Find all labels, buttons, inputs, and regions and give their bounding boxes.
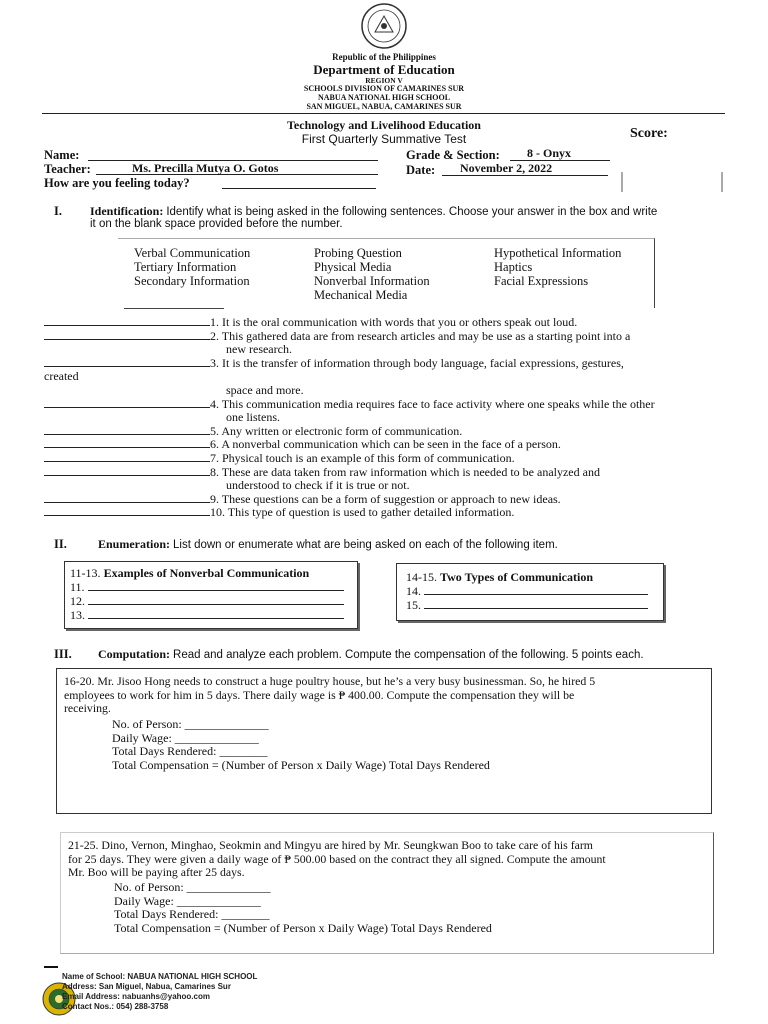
box1-answers: 11. 12. 13. bbox=[70, 580, 344, 622]
footer-dash bbox=[44, 966, 58, 968]
choices-col1 bbox=[134, 246, 250, 288]
answer-blank-9[interactable] bbox=[44, 493, 210, 503]
header-rule bbox=[42, 113, 725, 114]
wage-field-2[interactable]: Daily Wage: ______________ bbox=[114, 893, 261, 908]
part3-numeral: III. bbox=[54, 647, 72, 661]
box1-title: 11-13. Examples of Nonverbal Communication bbox=[70, 566, 310, 580]
answer-blank-15[interactable] bbox=[424, 599, 648, 609]
part2-instructions bbox=[98, 537, 558, 552]
department-line: Department of Education bbox=[313, 62, 455, 77]
name-field[interactable] bbox=[88, 150, 378, 161]
choice-item: Probing Question bbox=[314, 246, 402, 260]
persons-field-2[interactable]: No. of Person: ______________ bbox=[114, 880, 271, 894]
question-item-3-wrap: created bbox=[44, 369, 79, 384]
problem-2-fields bbox=[114, 881, 492, 935]
feeling-field[interactable] bbox=[222, 178, 376, 189]
formula-1: Total Compensation = (Number of Person x Daily Wage) Total Days Rendered bbox=[112, 757, 490, 772]
part1-instructions-b: it on the blank space provided before the number. bbox=[90, 218, 343, 230]
subject-title: Technology and Livelihood Education bbox=[287, 118, 481, 132]
address-line: SAN MIGUEL, NABUA, CAMARINES SUR bbox=[306, 102, 462, 111]
part2-numeral: II. bbox=[54, 537, 67, 551]
choice-item: Tertiary Information bbox=[134, 260, 237, 274]
question-item-2: 2. This gathered data are from research articles and may be use as a starting point into a bbox=[44, 330, 728, 344]
choice-item: Verbal Communication bbox=[134, 246, 251, 260]
answer-blank-7[interactable] bbox=[44, 452, 210, 462]
score-box-corner bbox=[618, 170, 728, 194]
score-label: Score: bbox=[630, 126, 668, 141]
choices-col2 bbox=[314, 246, 430, 302]
days-field-2[interactable]: Total Days Rendered: ________ bbox=[114, 907, 270, 921]
part2-heading: Enumeration: bbox=[98, 537, 170, 551]
answer-blank-10[interactable] bbox=[44, 506, 210, 516]
answer-blank-13[interactable] bbox=[88, 609, 344, 619]
footer-school: Name of School: NABUA NATIONAL HIGH SCHOOL bbox=[62, 972, 258, 981]
question-item-6: 6. A nonverbal communication which can be seen in the face of a person. bbox=[44, 438, 728, 452]
question-item-9: 9. These questions can be a form of suggestion or approach to new ideas. bbox=[44, 493, 728, 507]
footer-contact: Contact Nos.: 054) 288-3758 bbox=[62, 1002, 169, 1011]
choices-col3 bbox=[494, 246, 621, 288]
grade-section-value: 8 - Onyx bbox=[527, 146, 572, 160]
teacher-value: Ms. Precilla Mutya O. Gotos bbox=[132, 161, 279, 175]
feeling-label: How are you feeling today? bbox=[44, 176, 190, 190]
answer-blank-4[interactable] bbox=[44, 398, 210, 408]
question-item-7: 7. Physical touch is an example of this form of communication. bbox=[44, 452, 728, 466]
part1-instructions-a: Identify what is being asked in the following sentences. Choose your answer in the box and write bbox=[166, 206, 658, 218]
question-item-8-cont: understood to check if it is true or not. bbox=[226, 478, 410, 493]
box2-answers: 14. 15. bbox=[406, 584, 648, 612]
answer-blank-11[interactable] bbox=[88, 581, 344, 591]
choice-item: Nonverbal Information bbox=[314, 274, 430, 288]
deped-seal-logo bbox=[355, 2, 413, 50]
choice-item: Secondary Information bbox=[134, 274, 250, 288]
part3-instructions bbox=[98, 647, 644, 662]
school-line: NABUA NATIONAL HIGH SCHOOL bbox=[317, 93, 451, 102]
choice-item: Facial Expressions bbox=[494, 274, 589, 288]
wage-field-1[interactable]: Daily Wage: ______________ bbox=[112, 730, 259, 745]
days-field-1[interactable]: Total Days Rendered: ________ bbox=[112, 744, 268, 758]
footer-info bbox=[62, 972, 257, 1012]
question-item-1: 1. It is the oral communication with words that you or others speak out loud. bbox=[44, 316, 728, 330]
part1-heading: Identification: bbox=[90, 204, 164, 218]
republic-line: Republic of the Philippines bbox=[332, 52, 436, 62]
question-item-4-cont: one listens. bbox=[226, 410, 280, 425]
footer-address: Address: San Miguel, Nabua, Camarines Sur bbox=[62, 982, 231, 991]
region-line: REGION V bbox=[365, 76, 403, 85]
choice-item: Mechanical Media bbox=[314, 288, 408, 302]
answer-blank-12[interactable] bbox=[88, 595, 344, 605]
name-label: Name: bbox=[44, 148, 80, 162]
box2-title: 14-15. Two Types of Communication bbox=[406, 570, 594, 584]
choice-item: Physical Media bbox=[314, 260, 392, 274]
problem-2: 21-25. Dino, Vernon, Minghao, Seokmin and Mingyu are hired by Mr. Seungkwan Boo to take care of his farm for 25 days. They were given a daily wage of ₱ 500.00 based on the contract they all signed. Compute the amount Mr. Boo will be paying after 25 days. bbox=[68, 838, 606, 879]
answer-blank-2[interactable] bbox=[44, 330, 210, 340]
part1-numeral: I. bbox=[54, 204, 62, 218]
persons-field-1[interactable]: No. of Person: ______________ bbox=[112, 717, 269, 731]
teacher-label: Teacher: bbox=[44, 162, 91, 176]
choice-item: Haptics bbox=[494, 260, 533, 274]
identification-items bbox=[44, 316, 728, 520]
question-item-3: 3. It is the transfer of information through body language, facial expressions, gestures, bbox=[44, 357, 728, 371]
problem-1-fields bbox=[112, 718, 490, 772]
division-line: SCHOOLS DIVISION OF CAMARINES SUR bbox=[303, 84, 465, 93]
grade-section-label: Grade & Section: bbox=[406, 148, 500, 162]
question-item-3-cont: space and more. bbox=[226, 382, 304, 397]
part1-instructions bbox=[90, 204, 657, 219]
answer-blank-5[interactable] bbox=[44, 425, 210, 435]
answer-blank-14[interactable] bbox=[424, 585, 648, 595]
date-value: November 2, 2022 bbox=[460, 161, 553, 175]
choice-item: Hypothetical Information bbox=[494, 246, 622, 260]
choices-box-corner bbox=[124, 308, 224, 309]
test-title: First Quarterly Summative Test bbox=[301, 132, 467, 146]
formula-2: Total Compensation = (Number of Person x Daily Wage) Total Days Rendered bbox=[114, 920, 492, 935]
question-item-10: 10. This type of question is used to gather detailed information. bbox=[44, 506, 728, 520]
part3-instructions-text: Read and analyze each problem. Compute the compensation of the following. 5 points each. bbox=[173, 649, 644, 661]
question-item-4: 4. This communication media requires face to face activity where one speaks while the other bbox=[44, 398, 728, 412]
problem-1: 16-20. Mr. Jisoo Hong needs to construct a huge poultry house, but he’s a very busy businessman. So, he hired 5 employees to work for him in 5 days. There daily wage is ₱ 400.00. Compute the compensation they will be receiving. bbox=[64, 674, 596, 715]
question-item-5: 5. Any written or electronic form of communication. bbox=[44, 425, 728, 439]
question-item-8: 8. These are data taken from raw information which is needed to be analyzed and bbox=[44, 466, 728, 480]
answer-blank-8[interactable] bbox=[44, 466, 210, 476]
answer-blank-6[interactable] bbox=[44, 438, 210, 448]
answer-blank-1[interactable] bbox=[44, 316, 210, 326]
date-label: Date: bbox=[406, 163, 436, 177]
footer-email[interactable]: Email Address: nabuanhs@yahoo.com bbox=[62, 992, 210, 1001]
answer-blank-3[interactable] bbox=[44, 357, 210, 367]
question-item-2-cont: new research. bbox=[226, 342, 292, 357]
part2-instructions-text: List down or enumerate what are being asked on each of the following item. bbox=[173, 539, 558, 551]
part3-heading: Computation: bbox=[98, 647, 171, 661]
